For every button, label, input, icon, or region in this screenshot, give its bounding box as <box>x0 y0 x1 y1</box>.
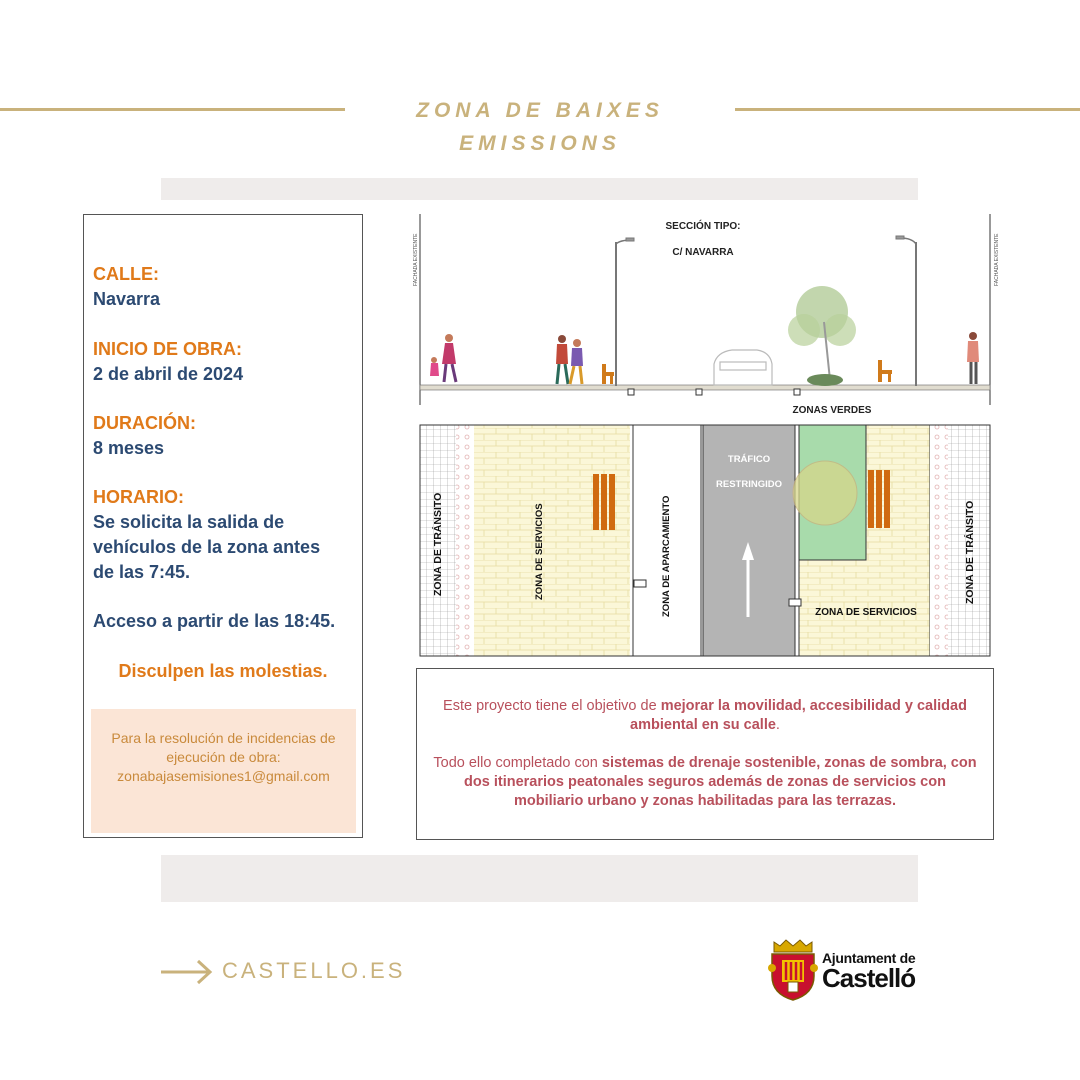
marker-left <box>634 580 646 587</box>
arrow-right-icon <box>161 958 213 986</box>
pedestrian-right <box>967 332 979 384</box>
street-title: C/ NAVARRA <box>672 247 734 258</box>
facade-right-label: FACHADA EXISTENTE <box>994 233 1000 286</box>
header-line-left <box>0 108 345 111</box>
project-description <box>416 668 994 840</box>
description-p2-plain: Todo ello completado con <box>433 755 602 771</box>
bench-plan-right <box>868 470 890 528</box>
contact-line-1: Para la resolución de incidencias de <box>111 730 336 746</box>
contact-line-2: ejecución de obra: <box>166 749 281 765</box>
ground-line <box>420 385 990 390</box>
website-link[interactable]: CASTELLO.ES <box>222 958 406 983</box>
duration-value: 8 meses <box>93 438 165 458</box>
description-p1-plain: Este proyecto tiene el objetivo de <box>443 698 661 714</box>
description-p1-end: . <box>775 717 780 733</box>
description-paragraph-1 <box>431 697 979 735</box>
transit-zone-right-label: ZONA DE TRÁNSITO <box>964 500 976 604</box>
schedule-line-2: vehículos de la zona antes <box>93 537 321 557</box>
bollard-2 <box>696 389 702 395</box>
section-title: SECCIÓN TIPO: <box>665 221 741 232</box>
plan-view <box>420 425 990 656</box>
castello-coat-of-arms-icon <box>766 938 820 1002</box>
traffic-label-2: RESTRINGIDO <box>716 479 782 490</box>
pedestrians-left <box>430 334 456 382</box>
bollard-3 <box>794 389 800 395</box>
city-council-logo <box>822 950 916 993</box>
tree-canopy-plan <box>793 461 857 525</box>
services-zone-left-label: ZONA DE SERVICIOS <box>534 503 545 600</box>
title-line-2: EMISSIONS <box>459 132 621 155</box>
street-section-diagram <box>412 212 1000 662</box>
duration-label: DURACIÓN: <box>93 413 196 433</box>
transit-zone-left-label: ZONA DE TRÁNSITO <box>432 492 444 596</box>
street-lamp-left <box>616 238 634 386</box>
header-line-right <box>735 108 1080 111</box>
street-lamp-right <box>896 236 916 386</box>
logo-text-big: Castelló <box>822 963 916 993</box>
street-value: Navarra <box>93 289 161 309</box>
description-paragraph-2 <box>431 754 979 811</box>
access-text: Acceso a partir de las 18:45. <box>93 611 336 631</box>
pedestrians-couple <box>556 335 583 384</box>
works-info-panel <box>83 214 363 838</box>
planting-strip-right <box>930 425 948 656</box>
description-p1-bold: mejorar la movilidad, accesibilidad y calidad ambiental en su calle <box>630 698 967 733</box>
services-zone-left <box>474 425 630 656</box>
marker-right <box>789 599 801 606</box>
car-outline <box>714 350 772 385</box>
bottom-grey-band <box>161 855 918 902</box>
contact-email[interactable]: zonabajasemisiones1@gmail.com <box>117 768 330 784</box>
apology-text: Disculpen las molestias. <box>118 661 328 681</box>
contact-box <box>91 709 356 833</box>
green-zones-label: ZONAS VERDES <box>792 405 872 416</box>
schedule-line-1: Se solicita la salida de <box>93 512 285 532</box>
planting-strip-left <box>456 425 474 656</box>
start-value: 2 de abril de 2024 <box>93 364 244 384</box>
traffic-label-1: TRÁFICO <box>727 454 771 465</box>
services-zone-right-label: ZONA DE SERVICIOS <box>815 607 917 618</box>
bench-left <box>602 364 614 384</box>
parking-zone-label: ZONA DE APARCAMIENTO <box>661 495 672 617</box>
street-label: CALLE: <box>93 264 159 284</box>
bench-right <box>878 360 892 382</box>
facade-left-label: FACHADA EXISTENTE <box>413 233 419 286</box>
tree <box>788 286 856 386</box>
schedule-label: HORARIO: <box>93 487 184 507</box>
schedule-line-3: de las 7:45. <box>93 562 191 582</box>
description-p2-bold: sistemas de drenaje sostenible, zonas de sombra, con dos itinerarios peatonales seguros además de zonas de servicios con mobiliario urbano y zonas habilitadas para las terrazas. <box>464 755 977 809</box>
title-line-1: ZONA DE BAIXES <box>416 99 664 122</box>
page-title <box>345 94 735 160</box>
start-label: INICIO DE OBRA: <box>93 339 243 359</box>
top-grey-band <box>161 178 918 200</box>
logo-text-small: Ajuntament de <box>822 950 916 966</box>
bench-plan-left <box>593 474 615 530</box>
bollard-1 <box>628 389 634 395</box>
